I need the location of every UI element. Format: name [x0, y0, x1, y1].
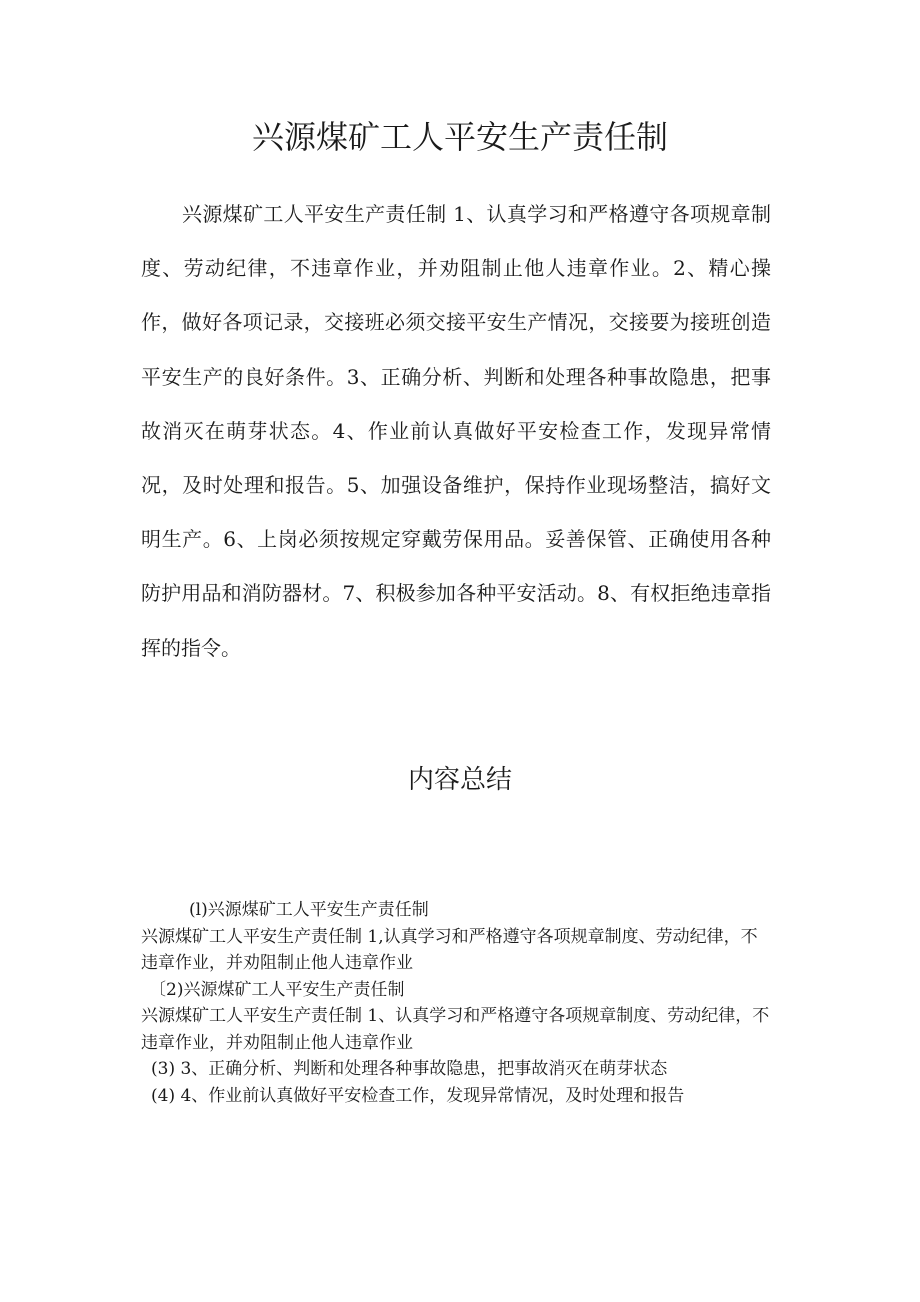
document-title: 兴源煤矿工人平安生产责任制 [251, 118, 668, 156]
summary-item-1-heading: (l)兴源煤矿工人平安生产责任制 [189, 900, 429, 920]
summary-title: 内容总结 [407, 765, 512, 795]
document-body: 兴源煤矿工人平安生产责任制 1、认真学习和严格遵守各项规章制度、劳动纪律，不违章作业，并劝阻制止他人违章作业。2、精心操作，做好各项记录，交接班必须交接平安生产情况，交接要为接班创造平安生产的良好条件。3、正确分析、判断和处理各种事故隐患，把事故消灭在萌芽状态。4、作业前认真做好平安检查工作，发现异常情况，及时处理和报告。5、加强设备维护，保持作业现场整洁，搞好文明生产。6、上岗必须按规定穿戴劳保用品。妥善保管、正确使用各种防护用品和消防器材。7、积极参加各种平安活动。8、有权拒绝违章指挥的指令。 [141, 202, 771, 660]
summary-section [141, 897, 771, 1109]
summary-item-4: (4) 4、作业前认真做好平安检查工作，发现异常情况，及时处理和报告 [151, 1085, 685, 1106]
summary-item-2-text: 兴源煤矿工人平安生产责任制 1、认真学习和严格遵守各项规章制度、劳动纪律，不违章作业，并劝阻制止他人违章作业 [141, 1006, 770, 1053]
summary-item-1-text: 兴源煤矿工人平安生产责任制 1,认真学习和严格遵守各项规章制度、劳动纪律，不违章作业，并劝阻制止他人违章作业 [141, 926, 758, 973]
summary-item-2-heading: 〔2)兴源煤矿工人平安生产责任制 [149, 979, 405, 1000]
summary-item-3: (3) 3、正确分析、判断和处理各种事故隐患，把事故消灭在萌芽状态 [151, 1059, 668, 1079]
